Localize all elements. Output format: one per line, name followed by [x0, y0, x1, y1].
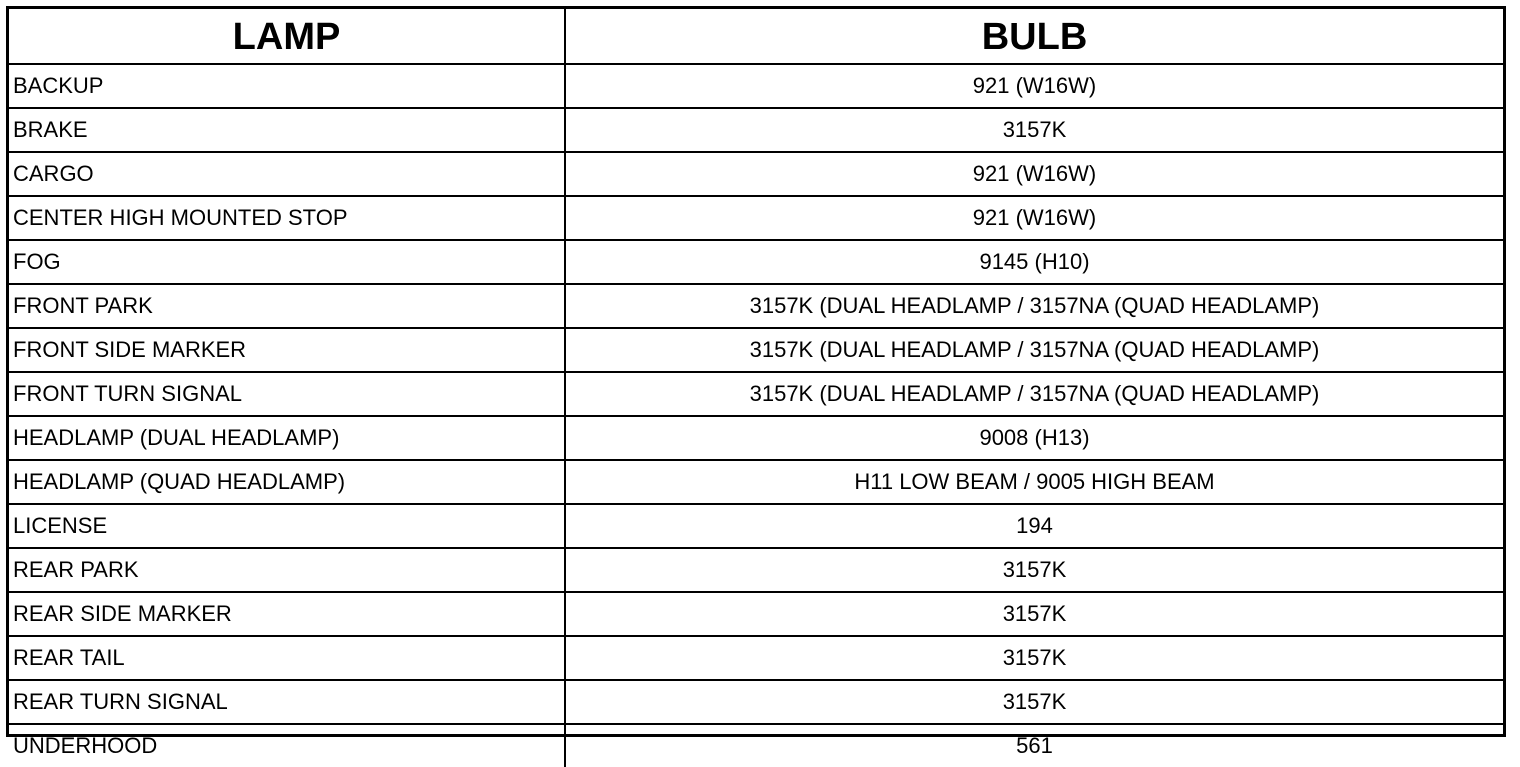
bulb-cell: 3157K (DUAL HEADLAMP / 3157NA (QUAD HEADLAMP)	[565, 372, 1503, 416]
table-row	[9, 416, 1503, 460]
table-row	[9, 636, 1503, 680]
table-header-row	[9, 9, 1503, 64]
table-row	[9, 372, 1503, 416]
lamp-cell: REAR TAIL	[9, 636, 565, 680]
bulb-cell: 3157K (DUAL HEADLAMP / 3157NA (QUAD HEADLAMP)	[565, 328, 1503, 372]
lamp-cell: REAR PARK	[9, 548, 565, 592]
lamp-cell: UNDERHOOD	[9, 724, 565, 767]
table-row	[9, 64, 1503, 108]
bulb-table-container	[6, 6, 1506, 758]
table-row	[9, 196, 1503, 240]
bulb-cell: 921 (W16W)	[565, 64, 1503, 108]
table-row	[9, 108, 1503, 152]
lamp-cell: FRONT PARK	[9, 284, 565, 328]
bulb-cell: 3157K	[565, 548, 1503, 592]
bulb-cell: 3157K	[565, 636, 1503, 680]
table-row	[9, 504, 1503, 548]
lamp-cell: HEADLAMP (QUAD HEADLAMP)	[9, 460, 565, 504]
table-row	[9, 724, 1503, 767]
lamp-column-header: LAMP	[9, 9, 565, 64]
bulb-column-header: BULB	[565, 9, 1503, 64]
bulb-cell: 194	[565, 504, 1503, 548]
table-row	[9, 548, 1503, 592]
bulb-cell: 9008 (H13)	[565, 416, 1503, 460]
lamp-cell: LICENSE	[9, 504, 565, 548]
bulb-cell: H11 LOW BEAM / 9005 HIGH BEAM	[565, 460, 1503, 504]
lamp-cell: REAR TURN SIGNAL	[9, 680, 565, 724]
bulb-cell: 3157K	[565, 680, 1503, 724]
bulb-cell: 921 (W16W)	[565, 196, 1503, 240]
lamp-cell: HEADLAMP (DUAL HEADLAMP)	[9, 416, 565, 460]
table-row	[9, 240, 1503, 284]
table-row	[9, 592, 1503, 636]
table-row	[9, 460, 1503, 504]
lamp-cell: REAR SIDE MARKER	[9, 592, 565, 636]
bulb-cell: 9145 (H10)	[565, 240, 1503, 284]
bulb-cell: 921 (W16W)	[565, 152, 1503, 196]
lamp-cell: FRONT TURN SIGNAL	[9, 372, 565, 416]
bulb-cell: 3157K	[565, 592, 1503, 636]
table-row	[9, 328, 1503, 372]
lamp-cell: CENTER HIGH MOUNTED STOP	[9, 196, 565, 240]
lamp-cell: FRONT SIDE MARKER	[9, 328, 565, 372]
lamp-cell: BACKUP	[9, 64, 565, 108]
table-row	[9, 680, 1503, 724]
bulb-cell: 561	[565, 724, 1503, 767]
table-row	[9, 152, 1503, 196]
table-body	[9, 64, 1503, 767]
bulb-cell: 3157K (DUAL HEADLAMP / 3157NA (QUAD HEADLAMP)	[565, 284, 1503, 328]
bulb-table	[9, 9, 1503, 767]
bulb-cell: 3157K	[565, 108, 1503, 152]
lamp-cell: CARGO	[9, 152, 565, 196]
table-row	[9, 284, 1503, 328]
lamp-cell: FOG	[9, 240, 565, 284]
lamp-cell: BRAKE	[9, 108, 565, 152]
